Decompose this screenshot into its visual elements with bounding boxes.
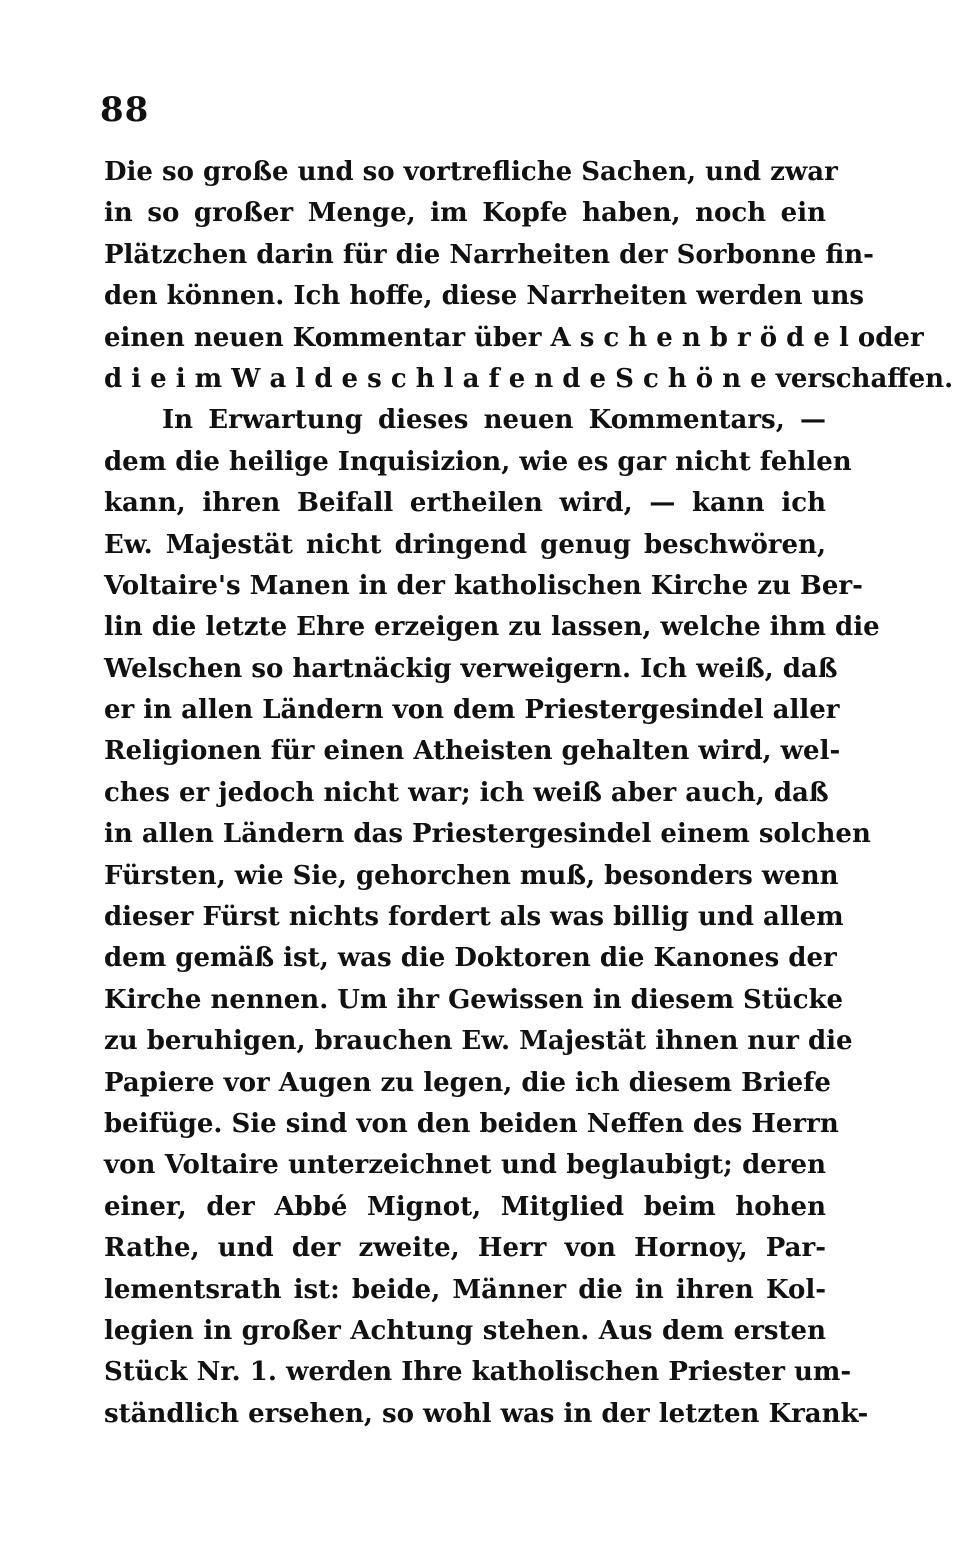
text-line: einer, der Abbé Mignot, Mitglied beim hohen	[104, 1191, 826, 1222]
text-line: den können. Ich hoffe, diese Narrheiten werden uns	[104, 281, 864, 312]
text-line: Fürsten, wie Sie, gehorchen muß, besonders wenn	[104, 860, 839, 891]
text-line: zu beruhigen, brauchen Ew. Majestät ihnen nur die	[104, 1026, 853, 1057]
text-line: ständlich ersehen, so wohl was in der letzten Krank-	[104, 1398, 869, 1429]
text-line: Religionen für einen Atheisten gehalten wird, wel-	[104, 736, 841, 767]
text-line: Plätzchen darin für die Narrheiten der Sorbonne fin-	[104, 239, 874, 270]
text-line: in allen Ländern das Priestergesindel einem solchen	[104, 819, 871, 850]
text-line: d i e i m W a l d e s c h l a f e n d e S c h ö n e verschaffen.	[104, 363, 953, 394]
page-number: 88	[100, 90, 150, 130]
text-line: Welschen so hartnäckig verweigern. Ich weiß, daß	[104, 653, 838, 684]
text-line: Rathe, und der zweite, Herr von Hornoy, Par-	[104, 1233, 826, 1264]
text-line: er in allen Ländern von dem Priestergesindel aller	[104, 695, 840, 726]
text-line: von Voltaire unterzeichnet und beglaubigt; deren	[104, 1150, 826, 1181]
text-line: dieser Fürst nichts fordert als was billig und allem	[104, 902, 844, 933]
text-line: beifüge. Sie sind von den beiden Neffen des Herrn	[104, 1108, 839, 1139]
text-line: lin die letzte Ehre erzeigen zu lassen, welche ihm die	[104, 612, 880, 643]
text-line: legien in großer Achtung stehen. Aus dem ersten	[104, 1315, 826, 1346]
text-line: Kirche nennen. Um ihr Gewissen in diesem Stücke	[104, 984, 844, 1015]
text-line: Ew. Majestät nicht dringend genug beschwören,	[104, 529, 826, 560]
text-line: in so großer Menge, im Kopfe haben, noch ein	[104, 198, 826, 229]
text-line: Stück Nr. 1. werden Ihre katholischen Priester um-	[104, 1357, 852, 1388]
text-line: ches er jedoch nicht war; ich weiß aber auch, daß	[104, 777, 829, 808]
text-line: lementsrath ist: beide, Männer die in ihren Kol-	[104, 1274, 826, 1305]
text-line: dem gemäß ist, was die Doktoren die Kanones der	[104, 943, 837, 974]
text-line: Papiere vor Augen zu legen, die ich diesem Briefe	[104, 1067, 831, 1098]
text-line: Voltaire's Manen in der katholischen Kirche zu Ber-	[104, 570, 863, 601]
text-line: kann, ihren Beifall ertheilen wird, — kann ich	[104, 488, 826, 519]
text-line: Die so große und so vortrefliche Sachen, und zwar	[104, 157, 838, 187]
text-line: dem die heilige Inquisizion, wie es gar nicht fehlen	[104, 446, 852, 477]
text-line: einen neuen Kommentar über A s c h e n b r ö d e l oder	[104, 322, 924, 353]
text-line: In Erwartung dieses neuen Kommentars, —	[162, 405, 826, 436]
body-text	[104, 152, 953, 1435]
